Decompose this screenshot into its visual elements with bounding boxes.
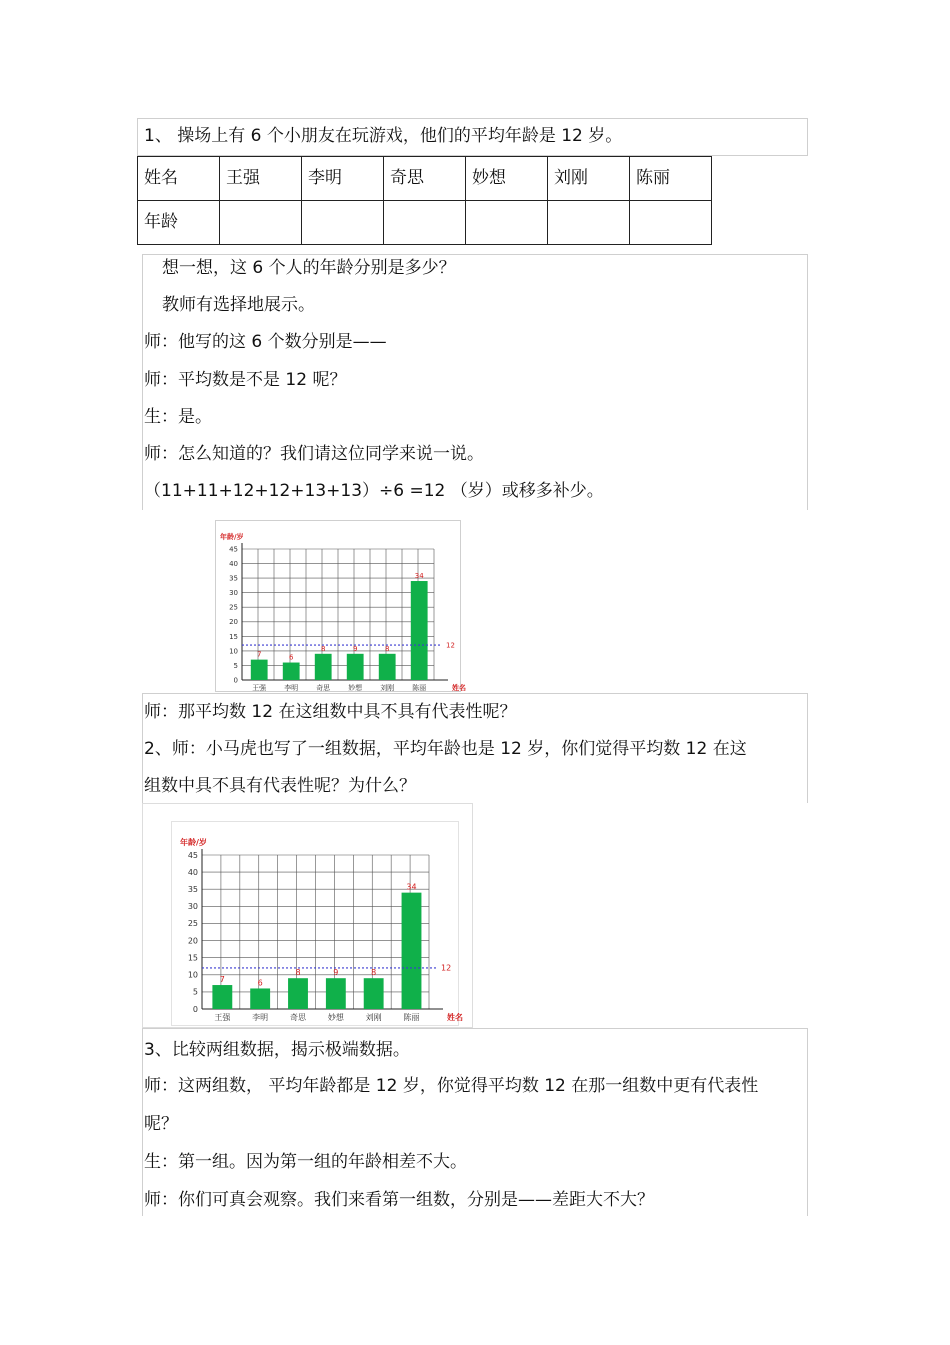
y-tick-label: 0 [192,1004,198,1014]
y-tick-label: 15 [229,632,238,641]
bar [347,654,364,680]
para1-line: 师：他写的这 6 个数分别是—— [144,332,387,352]
table-row [138,157,712,201]
bar [251,660,268,680]
para2-line: 组数中具不具有代表性呢？为什么？ [144,776,416,796]
table-cell [630,201,712,245]
para1-line: 想一想，这 6 个人的年龄分别是多少？ [162,258,456,278]
para1-line: 师：平均数是不是 12 呢？ [144,370,347,390]
y-tick-label: 10 [187,970,198,980]
chart-2 [171,821,463,1026]
data-label: 7 [219,975,225,985]
y-tick-label: 40 [229,560,238,569]
table-cell: 陈丽 [630,157,712,201]
table-cell: 年龄 [138,201,220,245]
x-tick-label: 陈丽 [412,684,427,692]
x-tick-label: 妙想 [327,1013,344,1022]
y-tick-label: 35 [229,574,238,583]
x-tick-label: 刘刚 [380,684,395,692]
bar [288,978,308,1009]
data-label: 8 [384,644,390,653]
mean-label: 12 [441,963,452,973]
para3-line: 师：这两组数， 平均年龄都是 12 岁，你觉得平均数 12 在那一组数中更有代表性 [144,1076,759,1096]
y-tick-label: 5 [233,661,238,670]
y-tick-label: 30 [229,589,238,598]
table-cell: 姓名 [138,157,220,201]
chart-2-svg [172,822,463,1025]
para3-line: 呢？ [144,1114,178,1134]
x-tick-label: 李明 [252,1013,269,1022]
table-cell: 王强 [220,157,302,201]
table-cell [220,201,302,245]
data-label: 8 [320,644,326,653]
bar [326,978,346,1009]
table-cell [466,201,548,245]
bar [379,654,396,680]
q1-intro: 1、 操场上有 6 个小朋友在玩游戏，他们的平均年龄是 12 岁。 [144,126,623,146]
x-tick-label: 奇思 [290,1013,307,1022]
y-tick-label: 10 [229,647,238,656]
x-tick-label: 刘刚 [365,1013,382,1022]
table-cell: 李明 [302,157,384,201]
data-label: 8 [371,968,377,978]
data-label: 34 [414,572,424,581]
x-axis-title: 姓名 [447,1013,463,1022]
age-table [137,156,712,245]
para3-line: 生：第一组。因为第一组的年龄相差不大。 [144,1152,467,1172]
y-tick-label: 40 [187,867,198,877]
data-label: 9 [352,644,358,653]
bar [250,988,270,1009]
x-tick-label: 奇思 [316,684,331,692]
bar [411,581,428,680]
x-axis-title: 姓名 [452,684,466,692]
x-tick-label: 陈丽 [403,1013,420,1022]
data-label: 6 [257,978,263,988]
y-tick-label: 15 [187,953,198,963]
table-row [138,201,712,245]
y-tick-label: 20 [229,618,238,627]
para2-line: 2、师：小马虎也写了一组数据，平均年龄也是 12 岁，你们觉得平均数 12 在这 [144,739,747,759]
para1-line: （11+11+12+12+13+13）÷6 =12 （岁）或移多补少。 [144,481,604,501]
x-tick-label: 李明 [284,684,299,692]
y-axis-title: 年龄/岁 [220,533,244,541]
table-cell [302,201,384,245]
para1-line: 教师有选择地展示。 [162,295,315,315]
y-tick-label: 0 [233,676,238,685]
bar [283,663,300,680]
data-label: 9 [333,968,339,978]
table-cell [548,201,630,245]
x-tick-label: 王强 [214,1013,231,1022]
data-label: 8 [295,968,301,978]
bar [364,978,384,1009]
y-tick-label: 25 [229,603,238,612]
bar [402,893,422,1009]
data-label: 6 [288,653,294,662]
table-cell: 妙想 [466,157,548,201]
para3-line: 3、比较两组数据，揭示极端数据。 [144,1040,410,1060]
y-tick-label: 25 [187,919,198,929]
table-cell: 奇思 [384,157,466,201]
table-cell: 刘刚 [548,157,630,201]
data-label: 7 [256,650,262,659]
mean-label: 12 [446,641,455,650]
y-tick-label: 45 [187,850,198,860]
para2-line: 师：那平均数 12 在这组数中具不具有代表性呢？ [144,702,517,722]
table-cell [384,201,466,245]
x-tick-label: 王强 [252,684,267,692]
chart-1 [215,520,466,692]
bar [212,985,232,1009]
y-tick-label: 5 [192,987,198,997]
y-tick-label: 35 [187,885,198,895]
y-tick-label: 45 [229,545,238,554]
bar [315,654,332,680]
para1-line: 生：是。 [144,407,212,427]
para1-line: 师：怎么知道的？我们请这位同学来说一说。 [144,444,484,464]
y-axis-title: 年龄/岁 [180,838,207,847]
para3-line: 师：你们可真会观察。我们来看第一组数，分别是——差距大不大？ [144,1190,654,1210]
data-label: 34 [406,882,417,892]
y-tick-label: 20 [187,936,198,946]
x-tick-label: 妙想 [348,684,363,692]
chart-1-svg [216,521,466,692]
y-tick-label: 30 [187,902,198,912]
